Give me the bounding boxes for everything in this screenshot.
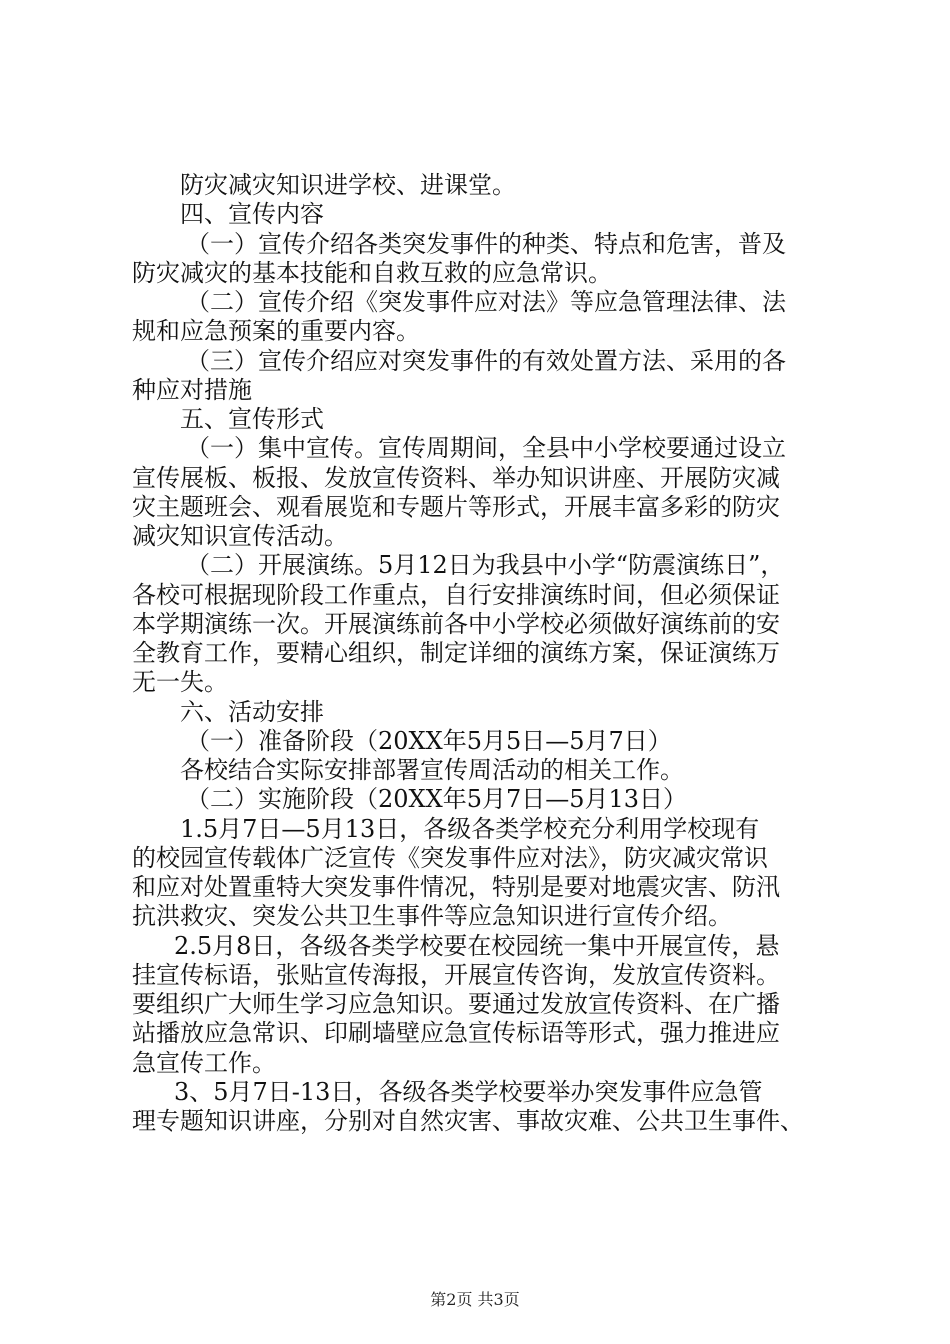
text-line: 防灾减灾知识进学校、进课堂。	[180, 171, 516, 199]
text-line: 要组织广大师生学习应急知识。要通过发放宣传资料、在广播	[132, 990, 780, 1018]
text-line: 各校可根据现阶段工作重点，自行安排演练时间，但必须保证	[132, 580, 780, 609]
text-line: （三）宣传介绍应对突发事件的有效处置方法、采用的各	[186, 346, 786, 375]
text-line: 急宣传工作。	[132, 1048, 276, 1077]
text-line: 1.5月7日—5月13日，各级各类学校充分利用学校现有	[180, 814, 760, 843]
text-line: 2.5月8日，各级各类学校要在校园统一集中开展宣传，悬	[174, 931, 780, 960]
document-body	[132, 171, 832, 1136]
text-line: 站播放应急常识、印刷墙壁应急宣传标语等形式，强力推进应	[132, 1019, 780, 1048]
text-line: （二）开展演练。5月12日为我县中小学“防震演练日”，	[186, 551, 785, 580]
text-line: （二）实施阶段（20XX年5月7日—5月13日）	[186, 785, 688, 814]
text-line: 全教育工作，要精心组织，制定详细的演练方案，保证演练万	[132, 639, 780, 667]
text-line: （一）集中宣传。宣传周期间，全县中小学校要通过设立	[186, 434, 786, 463]
text-line: 规和应急预案的重要内容。	[132, 317, 420, 346]
page-number-footer: 第2页 共3页	[430, 1290, 520, 1309]
text-line: 无一失。	[132, 668, 228, 697]
text-line: （二）宣传介绍《突发事件应对法》等应急管理法律、法	[186, 288, 786, 316]
section-heading: 四、宣传内容	[180, 200, 324, 229]
text-line: 宣传展板、板报、发放宣传资料、举办知识讲座、开展防灾减	[132, 463, 780, 492]
text-line: 3、5月7日-13日，各级各类学校要举办突发事件应急管	[174, 1077, 763, 1106]
text-line: 本学期演练一次。开展演练前各中小学校必须做好演练前的安	[132, 609, 780, 638]
text-line: 灾主题班会、观看展览和专题片等形式，开展丰富多彩的防灾	[132, 492, 780, 521]
text-line: 理专题知识讲座，分别对自然灾害、事故灾难、公共卫生事件、	[132, 1107, 804, 1135]
text-line: 减灾知识宣传活动。	[132, 522, 348, 550]
section-heading: 六、活动安排	[180, 697, 324, 726]
text-line: （一）准备阶段（20XX年5月5日—5月7日）	[186, 726, 672, 755]
text-line: 的校园宣传载体广泛宣传《突发事件应对法》，防灾减灾常识	[132, 843, 768, 872]
text-line: （一）宣传介绍各类突发事件的种类、特点和危害，普及	[186, 229, 786, 258]
section-heading: 五、宣传形式	[180, 405, 324, 433]
text-line: 挂宣传标语，张贴宣传海报，开展宣传咨询，发放宣传资料。	[132, 960, 780, 989]
text-line: 防灾减灾的基本技能和自救互救的应急常识。	[132, 258, 612, 287]
text-line: 种应对措施	[132, 375, 252, 404]
text-line: 各校结合实际安排部署宣传周活动的相关工作。	[180, 756, 684, 784]
text-line: 抗洪救灾、突发公共卫生事件等应急知识进行宣传介绍。	[132, 902, 732, 931]
text-line: 和应对处置重特大突发事件情况，特别是要对地震灾害、防汛	[132, 873, 780, 901]
